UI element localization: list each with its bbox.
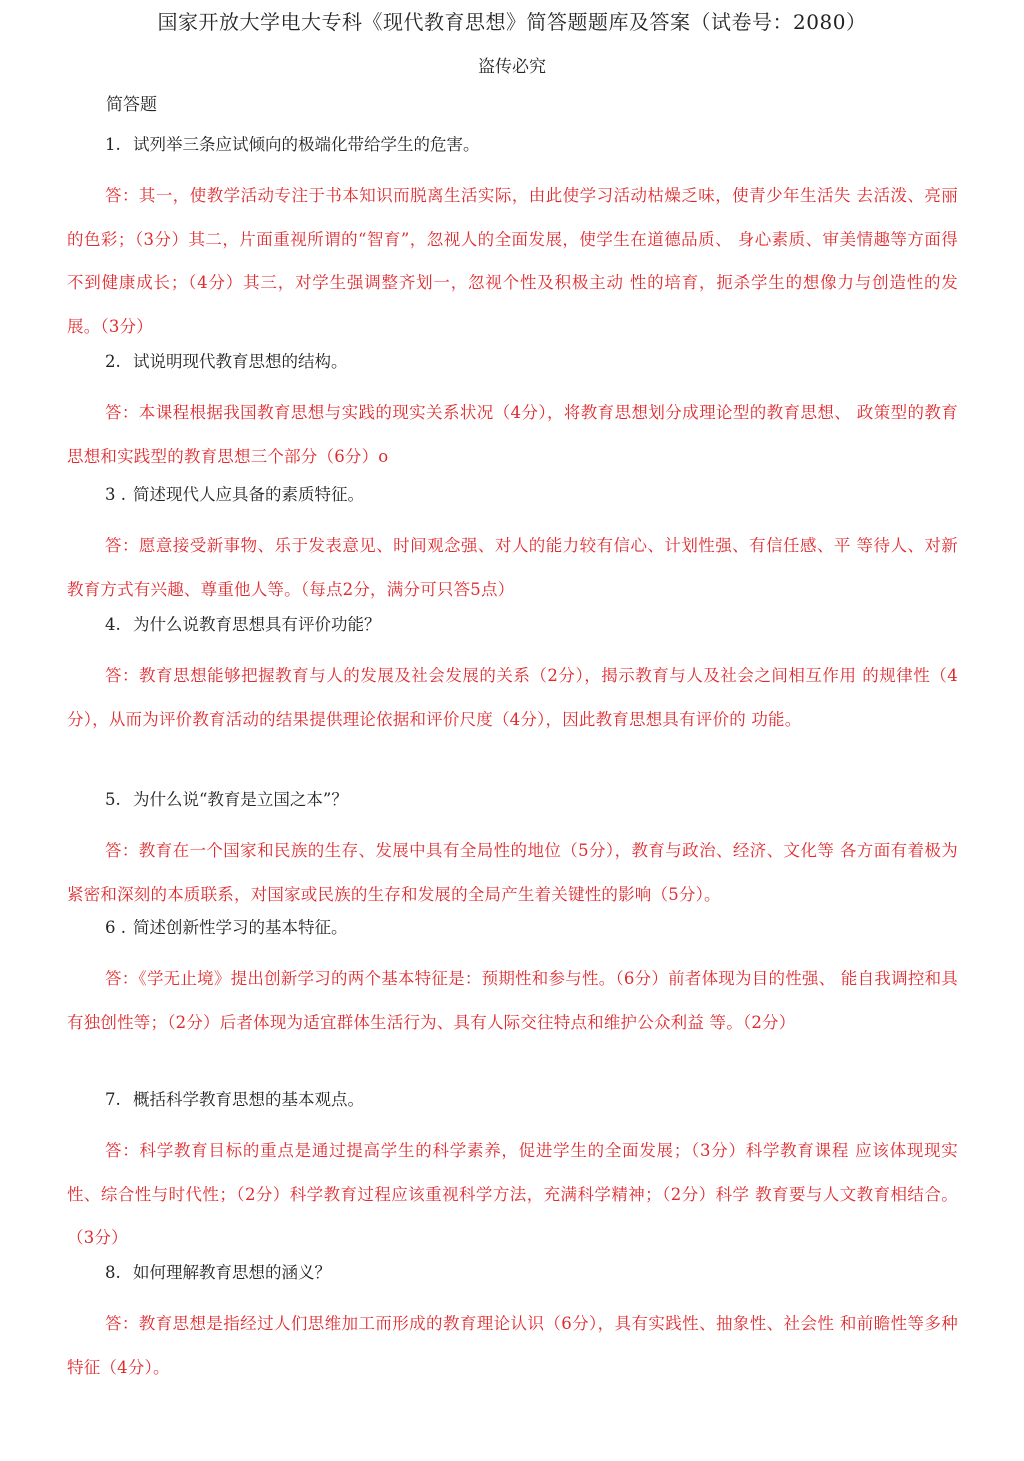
question-number: 7. xyxy=(105,1090,121,1109)
qa-item-1 xyxy=(67,133,958,348)
question-text: 为什么说“教育是立国之本”？ xyxy=(133,790,348,809)
qa-item-8 xyxy=(67,1261,958,1389)
question-text: 概括科学教育思想的基本观点。 xyxy=(133,1090,364,1109)
question-8 xyxy=(67,1261,958,1285)
answer-7: 答：科学教育目标的重点是通过提高学生的科学素养，促进学生的全面发展；（3分）科学教育课程 应该体现现实性、综合性与时代性；（2分）科学教育过程应该重视科学方法，充满科学精神；（2分）科学 教育要与人文教育相结合。（3分） xyxy=(67,1141,958,1247)
question-number: 5. xyxy=(105,790,121,809)
qa-item-6 xyxy=(67,916,958,1044)
question-number: 2. xyxy=(105,352,121,371)
question-text: 简述创新性学习的基本特征。 xyxy=(133,918,348,937)
question-number: 6 . xyxy=(105,918,126,937)
qa-item-5 xyxy=(67,788,958,916)
qa-item-4 xyxy=(67,613,958,741)
answer-5: 答：教育在一个国家和民族的生存、发展中具有全局性的地位（5分），教育与政治、经济、文化等 各方面有着极为紧密和深刻的本质联系，对国家或民族的生存和发展的全局产生着关键性的影响（5分）。 xyxy=(67,841,958,904)
qa-item-2 xyxy=(67,350,958,478)
answer-6: 答：《学无止境》提出创新学习的两个基本特征是：预期性和参与性。（6分）前者体现为目的性强、 能自我调控和具有独创性等；（2分）后者体现为适宜群体生活行为、具有人际交往特点和维护公众利益 等。（2分） xyxy=(67,969,958,1032)
answer-4: 答：教育思想能够把握教育与人的发展及社会发展的关系（2分），揭示教育与人及社会之间相互作用 的规律性（4分），从而为评价教育活动的结果提供理论依据和评价尺度（4分），因此教育思想具有评价的 功能。 xyxy=(67,666,958,729)
answer-3: 答：愿意接受新事物、乐于发表意见、时间观念强、对人的能力较有信心、计划性强、有信任感、平 等待人、对新教育方式有兴趣、尊重他人等。（每点2分，满分可只答5点） xyxy=(67,536,958,599)
question-5 xyxy=(67,788,958,812)
question-6 xyxy=(67,916,958,940)
question-number: 3 . xyxy=(105,485,126,504)
answer-1: 答：其一，使教学活动专注于书本知识而脱离生活实际，由此使学习活动枯燥乏味，使青少年生活失 去活泼、亮丽的色彩；（3分）其二，片面重视所谓的“智育”，忽视人的全面发展，使学生在道德品质、 身心素质、审美情趣等方面得不到健康成长；（4分）其三，对学生强调整齐划一，忽视个性及积极主动 性的培育，扼杀学生的想像力与创造性的发展。（3分） xyxy=(67,186,958,336)
document-title: 国家开放大学电大专科《现代教育思想》简答题题库及答案（试卷号：2080） xyxy=(157,10,867,34)
question-text: 试说明现代教育思想的结构。 xyxy=(133,352,348,371)
question-text: 简述现代人应具备的素质特征。 xyxy=(133,485,364,504)
question-4 xyxy=(67,613,958,637)
qa-item-3 xyxy=(67,483,958,611)
answer-2: 答：本课程根据我国教育思想与实践的现实关系状况（4分），将教育思想划分成理论型的教育思想、 政策型的教育思想和实践型的教育思想三个部分（6分）o xyxy=(67,403,958,466)
question-1 xyxy=(67,133,958,157)
question-number: 4. xyxy=(105,615,121,634)
document-subtitle: 盗传必究 xyxy=(478,57,546,77)
question-7 xyxy=(67,1088,958,1112)
question-text: 试列举三条应试倾向的极端化带给学生的危害。 xyxy=(133,135,480,154)
question-3 xyxy=(67,483,958,507)
question-2 xyxy=(67,350,958,374)
question-number: 8. xyxy=(105,1263,121,1282)
question-number: 1. xyxy=(105,135,121,154)
question-text: 如何理解教育思想的涵义？ xyxy=(133,1263,331,1282)
qa-item-7 xyxy=(67,1088,958,1260)
answer-8: 答：教育思想是指经过人们思维加工而形成的教育理论认识（6分），具有实践性、抽象性、社会性 和前瞻性等多种特征（4分）。 xyxy=(67,1314,958,1377)
section-title: 简答题 xyxy=(106,95,157,115)
question-text: 为什么说教育思想具有评价功能？ xyxy=(133,615,381,634)
